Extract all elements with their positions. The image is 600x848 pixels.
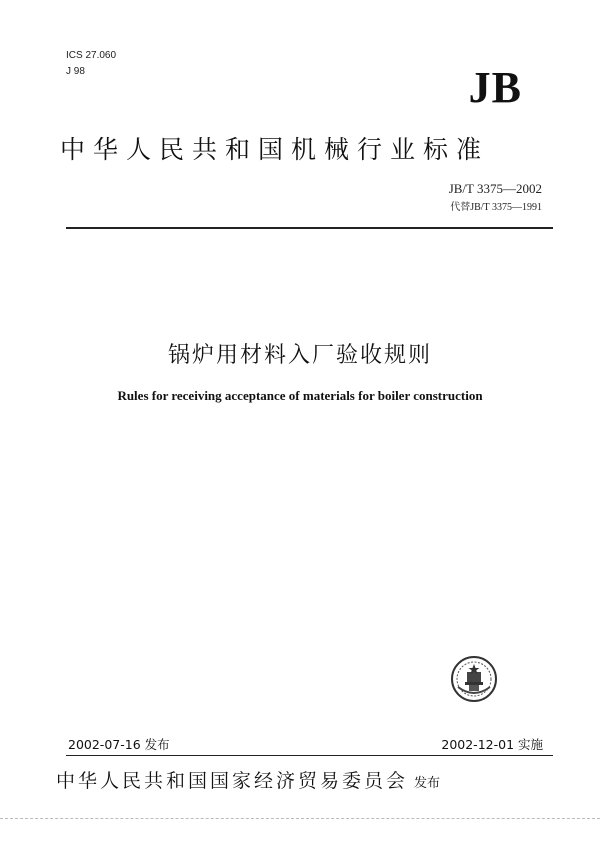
classification-code: J 98 (66, 66, 85, 77)
footer-divider (66, 755, 553, 756)
implementation-date: 2002-12-01 实施 (441, 737, 543, 752)
publisher (56, 766, 556, 793)
document-title-english: Rules for receiving acceptance of materials for boiler construction (117, 388, 483, 403)
government-seal-icon (450, 655, 498, 703)
issuing-standard-category: 中华人民共和国机械行业标准 (60, 135, 490, 164)
document-title-chinese: 锅炉用材料入厂验收规则 (167, 343, 432, 368)
publisher-name: 中华人民共和国国家经济贸易委员会 (56, 770, 409, 792)
jb-logo: JB (468, 63, 522, 112)
standard-number: JB/T 3375—2002 (448, 181, 542, 196)
issue-date: 2002-07-16 发布 (68, 737, 170, 752)
publisher-label: 发布 (414, 776, 441, 791)
ics-code: ICS 27.060 (66, 50, 117, 61)
replaces-standard: 代替JB/T 3375—1991 (450, 202, 542, 213)
header-divider (66, 227, 553, 229)
page-edge-line (0, 818, 600, 819)
